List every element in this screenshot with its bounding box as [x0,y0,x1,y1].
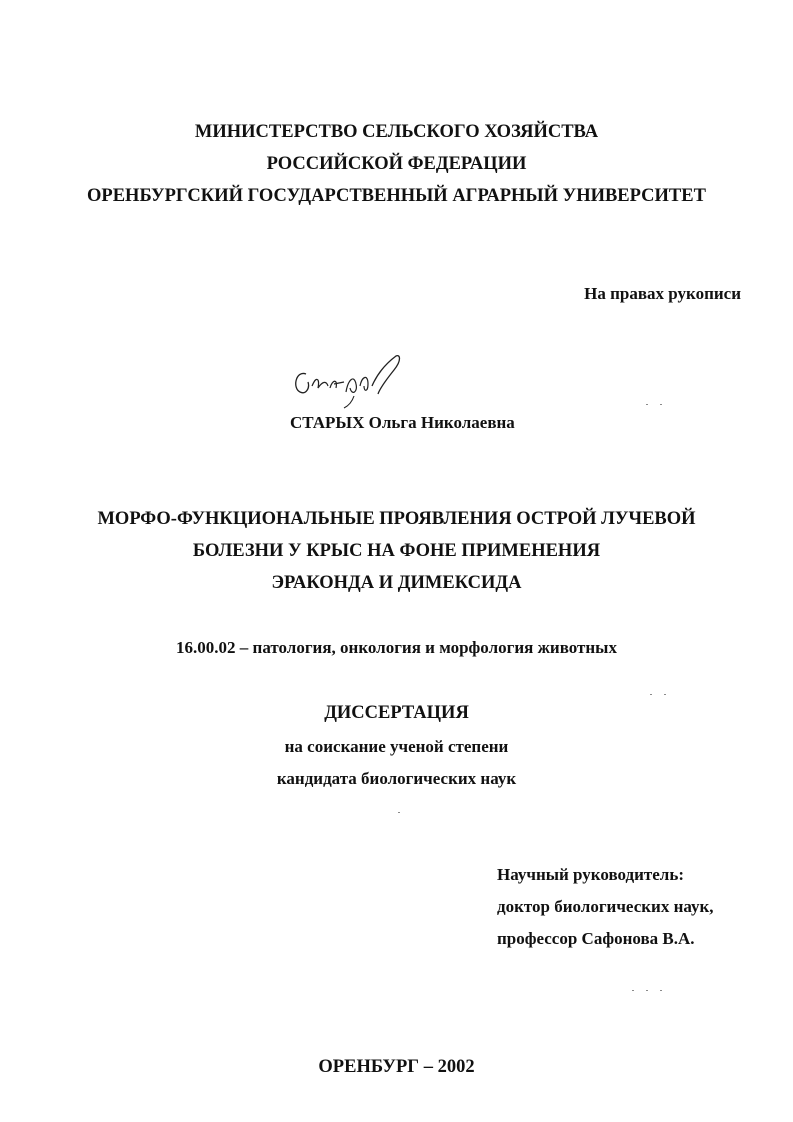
scan-speck [660,404,662,405]
scan-speck [398,812,400,813]
university-name: ОРЕНБУРГСКИЙ ГОСУДАРСТВЕННЫЙ АГРАРНЫЙ УНИВЕРСИТЕТ [87,186,706,206]
specialty-code: 16.00.02 – патология, онкология и морфология животных [176,638,617,657]
supervisor-name: профессор Сафонова В.А. [497,929,695,948]
scan-speck [664,694,666,695]
ministry-line-2: РОССИЙСКОЙ ФЕДЕРАЦИИ [266,154,527,174]
scan-speck [632,990,634,991]
scan-speck [650,694,652,695]
manuscript-note: На правах рукописи [584,284,741,303]
scan-speck [646,990,648,991]
title-line-1: МОРФО-ФУНКЦИОНАЛЬНЫЕ ПРОЯВЛЕНИЯ ОСТРОЙ ЛУЧЕВОЙ [97,509,696,529]
title-line-3: ЭРАКОНДА И ДИМЕКСИДА [271,573,522,593]
degree-line-2: кандидата биологических наук [276,769,517,788]
scan-speck [660,990,662,991]
ministry-line-1: МИНИСТЕРСТВО СЕЛЬСКОГО ХОЗЯЙСТВА [194,122,599,142]
title-line-2: БОЛЕЗНИ У КРЫС НА ФОНЕ ПРИМЕНЕНИЯ [192,541,601,561]
document-type-heading: ДИССЕРТАЦИЯ [324,703,469,723]
scan-speck [646,404,648,405]
degree-line-1: на соискание ученой степени [284,737,509,756]
city-year: ОРЕНБУРГ – 2002 [318,1057,475,1077]
signature-icon [288,352,408,412]
supervisor-degree: доктор биологических наук, [497,897,714,916]
supervisor-label: Научный руководитель: [497,865,684,884]
author-name: СТАРЫХ Ольга Николаевна [290,413,515,432]
